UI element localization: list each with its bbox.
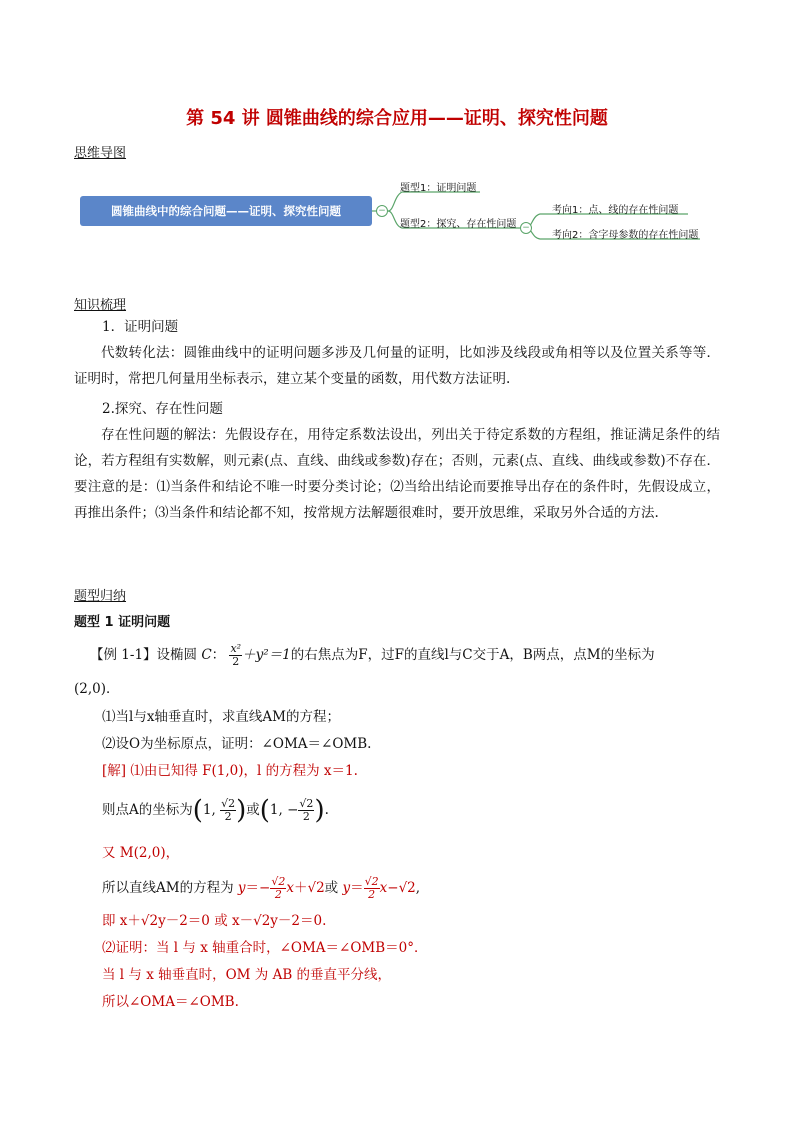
question-2: ⑵设O为坐标原点，证明：∠OMA＝∠OMB. xyxy=(102,736,372,752)
sol4-mid: 或 xyxy=(324,880,339,896)
ellipse-rest: ＋y²＝1 xyxy=(242,647,291,663)
mindmap-heading: 思维导图 xyxy=(74,146,127,161)
sol4-suffix: , xyxy=(415,880,421,896)
ellipse-name: C xyxy=(201,647,212,663)
solution-line-8: 所以∠OMA＝∠OMB. xyxy=(102,994,239,1010)
mindmap-sub-parameter[interactable]: 考向2：含字母参数的存在性问题 xyxy=(552,230,699,241)
solution-line-6: ⑵证明：当 l 与 x 轴重合时，∠OMA＝∠OMB＝0°． xyxy=(102,940,428,956)
solution-line-4: 所以直线AM的方程为 y＝− $\frac{√2}{2}$ x＋√2或 y＝ $\frac{√2}{2}$ x−√2, xyxy=(102,875,421,901)
knowledge-item2-title: 2.探究、存在性问题 xyxy=(102,401,223,417)
sol4-prefix: 所以直线AM的方程为 xyxy=(102,880,234,896)
example-intro: 设椭圆 xyxy=(156,647,198,663)
fraction-sqrt2-over-2: $\frac{√2}{2}$ xyxy=(221,797,236,823)
fraction-neg-sqrt2-over-2: $\frac{√2}{2}$ xyxy=(299,797,314,823)
page-title: 第 54 讲 圆锥曲线的综合应用——证明、探究性问题 xyxy=(186,108,608,129)
solution-line-2: 则点A的坐标为(1, $\frac{√2}{2}$ )或(1, − $\frac{√2}{2}$ ). xyxy=(102,795,329,826)
solution-line-3: 又 M(2,0)， xyxy=(102,845,180,861)
mindmap-root-node[interactable]: 圆锥曲线中的综合问题——证明、探究性问题 xyxy=(80,196,372,226)
collapse-root-toggle-icon[interactable]: − xyxy=(376,205,388,217)
types-heading: 题型归纳 xyxy=(74,589,127,604)
example-statement: 【例 1-1】设椭圆 C： $\frac{\text{x²}}{2}$ ＋y²＝1的右焦点为F，过F的直线l与C交于A，B两点，点M的坐标为 xyxy=(90,642,655,668)
collapse-branch-toggle-icon[interactable]: − xyxy=(520,222,532,234)
sol2-x-value-2: 1, xyxy=(269,802,283,818)
knowledge-item2-body: 存在性问题的解法：先假设存在，用待定系数法设出，列出关于待定系数的方程组，推证满足条件的结论，若方程组有实数解，则元素(点、直线、曲线或参数)存在；否则，元素(点、直线、曲线或参数)不存在．要注意的是：⑴当条件和结论不唯一时要分类讨论；⑵当给出结论而要推导出存在的条件时，先假设成立，再推出条件；⑶当条件和结论都不知，按常规方法解题很难时，要开放思维，采取另外合适的方法. xyxy=(74,427,720,521)
fraction-x2-over-2: $\frac{\text{x²}}{2}$ xyxy=(230,642,242,668)
solution-text-1: ⑴由已知得 F(1,0)，l 的方程为 x＝1. xyxy=(130,763,358,779)
sol2-suffix: . xyxy=(324,802,329,818)
sol2-mid: 或 xyxy=(246,802,260,818)
knowledge-item1-title: 1．证明问题 xyxy=(102,319,179,335)
sol2-prefix: 则点A的坐标为 xyxy=(102,802,193,818)
example-text: 的右焦点为F，过F的直线l与C交于A，B两点，点M的坐标为 xyxy=(290,647,655,663)
question-1: ⑴当l与x轴垂直时，求直线AM的方程； xyxy=(102,709,341,725)
m-coordinate: (2,0)． xyxy=(74,681,120,697)
solution-label: [解] xyxy=(102,763,127,779)
solution-line-5: 即 x＋√2y－2＝0 或 x－√2y－2＝0. xyxy=(102,913,327,929)
solution-line-7: 当 l 与 x 轴垂直时，OM 为 AB 的垂直平分线， xyxy=(102,967,392,983)
sol2-x-value-1: 1, xyxy=(202,802,216,818)
mindmap-branch-existence[interactable]: 题型2：探究、存在性问题 xyxy=(400,219,517,230)
example-label: 【例 1-1】 xyxy=(90,647,157,663)
type1-heading: 题型 1 证明问题 xyxy=(74,615,171,630)
knowledge-item1-body: 代数转化法：圆锥曲线中的证明问题多涉及几何量的证明，比如涉及线段或角相等以及位置关系等等．证明时，常把几何量用坐标表示，建立某个变量的函数，用代数方法证明. xyxy=(74,345,720,387)
mindmap-sub-point-line[interactable]: 考向1：点、线的存在性问题 xyxy=(552,205,679,216)
knowledge-heading: 知识梳理 xyxy=(74,298,127,313)
fraction-sqrt2-over-2-a: $\frac{√2}{2}$ xyxy=(271,875,286,901)
sol2-minus: − xyxy=(287,802,299,818)
solution-line-1 xyxy=(102,758,358,784)
mindmap-branch-proof[interactable]: 题型1：证明问题 xyxy=(400,183,477,194)
fraction-sqrt2-over-2-b: $\frac{√2}{2}$ xyxy=(364,875,379,901)
